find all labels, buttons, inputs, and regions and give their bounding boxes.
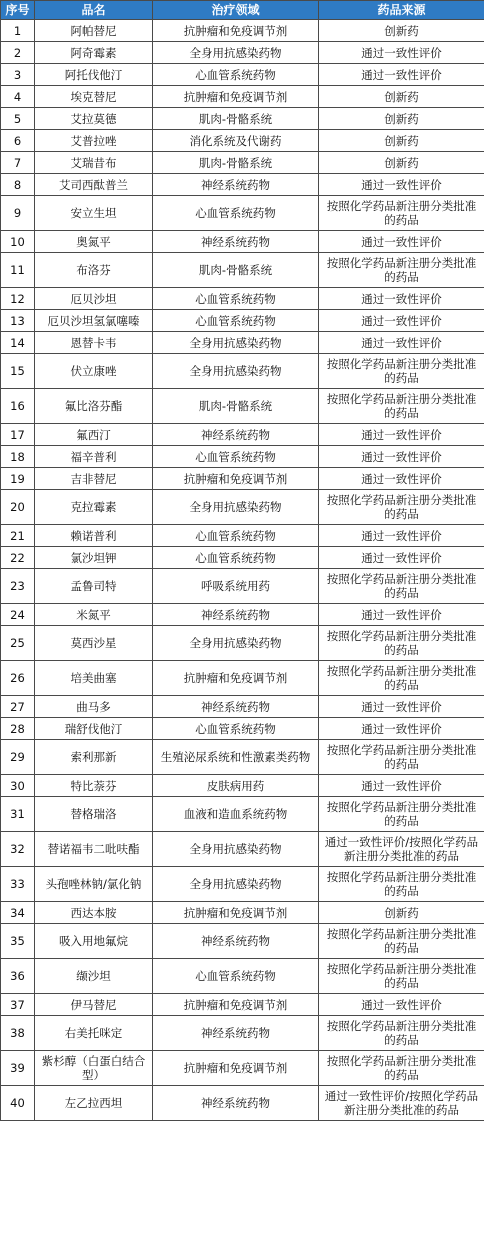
row-number-cell: 4: [1, 86, 35, 108]
therapeutic-area-cell: 心血管系统药物: [153, 196, 319, 231]
table-row: [1, 775, 484, 797]
table-row: [1, 354, 484, 389]
table-row: [1, 64, 484, 86]
drug-name-cell: 艾普拉唑: [35, 130, 153, 152]
row-number-cell: 6: [1, 130, 35, 152]
header-therapeutic-area: 治疗领域: [153, 1, 319, 20]
table-row: [1, 288, 484, 310]
drug-name-cell: 莫西沙星: [35, 626, 153, 661]
drug-source-cell: 通过一致性评价/按照化学药品新注册分类批准的药品: [319, 832, 484, 867]
table-row: [1, 569, 484, 604]
therapeutic-area-cell: 全身用抗感染药物: [153, 42, 319, 64]
row-number-cell: 27: [1, 696, 35, 718]
drug-name-cell: 艾瑞昔布: [35, 152, 153, 174]
drug-name-cell: 替诺福韦二吡呋酯: [35, 832, 153, 867]
table-row: [1, 959, 484, 994]
table-row: [1, 924, 484, 959]
drug-name-cell: 瑞舒伐他汀: [35, 718, 153, 740]
row-number-cell: 28: [1, 718, 35, 740]
drug-source-cell: 按照化学药品新注册分类批准的药品: [319, 569, 484, 604]
therapeutic-area-cell: 神经系统药物: [153, 1086, 319, 1121]
drug-source-cell: 按照化学药品新注册分类批准的药品: [319, 626, 484, 661]
row-number-cell: 36: [1, 959, 35, 994]
drug-name-cell: 索利那新: [35, 740, 153, 775]
row-number-cell: 26: [1, 661, 35, 696]
drug-name-cell: 吉非替尼: [35, 468, 153, 490]
drug-source-cell: 创新药: [319, 86, 484, 108]
therapeutic-area-cell: 全身用抗感染药物: [153, 626, 319, 661]
table-header-row: [1, 1, 484, 20]
table-row: [1, 446, 484, 468]
table-row: [1, 389, 484, 424]
drug-name-cell: 替格瑞洛: [35, 797, 153, 832]
therapeutic-area-cell: 心血管系统药物: [153, 446, 319, 468]
table-row: [1, 253, 484, 288]
table-row: [1, 20, 484, 42]
drug-source-cell: 按照化学药品新注册分类批准的药品: [319, 867, 484, 902]
drug-source-cell: 按照化学药品新注册分类批准的药品: [319, 1051, 484, 1086]
drug-source-cell: 通过一致性评价: [319, 64, 484, 86]
therapeutic-area-cell: 神经系统药物: [153, 696, 319, 718]
therapeutic-area-cell: 呼吸系统用药: [153, 569, 319, 604]
row-number-cell: 8: [1, 174, 35, 196]
row-number-cell: 10: [1, 231, 35, 253]
row-number-cell: 30: [1, 775, 35, 797]
table-row: [1, 196, 484, 231]
row-number-cell: 1: [1, 20, 35, 42]
therapeutic-area-cell: 神经系统药物: [153, 424, 319, 446]
table-row: [1, 310, 484, 332]
therapeutic-area-cell: 心血管系统药物: [153, 288, 319, 310]
drug-source-cell: 按照化学药品新注册分类批准的药品: [319, 196, 484, 231]
row-number-cell: 12: [1, 288, 35, 310]
row-number-cell: 39: [1, 1051, 35, 1086]
row-number-cell: 14: [1, 332, 35, 354]
row-number-cell: 25: [1, 626, 35, 661]
drug-name-cell: 特比萘芬: [35, 775, 153, 797]
drug-source-cell: 通过一致性评价: [319, 310, 484, 332]
therapeutic-area-cell: 消化系统及代谢药: [153, 130, 319, 152]
table-row: [1, 626, 484, 661]
table-row: [1, 718, 484, 740]
drug-name-cell: 紫杉醇（白蛋白结合型）: [35, 1051, 153, 1086]
table-row: [1, 797, 484, 832]
therapeutic-area-cell: 神经系统药物: [153, 174, 319, 196]
therapeutic-area-cell: 抗肿瘤和免疫调节剂: [153, 1051, 319, 1086]
table-row: [1, 174, 484, 196]
drug-source-cell: 通过一致性评价: [319, 288, 484, 310]
table-row: [1, 468, 484, 490]
table-row: [1, 490, 484, 525]
row-number-cell: 29: [1, 740, 35, 775]
row-number-cell: 3: [1, 64, 35, 86]
drug-source-cell: 通过一致性评价: [319, 696, 484, 718]
drug-source-cell: 通过一致性评价: [319, 525, 484, 547]
therapeutic-area-cell: 神经系统药物: [153, 231, 319, 253]
table-row: [1, 696, 484, 718]
therapeutic-area-cell: 心血管系统药物: [153, 547, 319, 569]
row-number-cell: 32: [1, 832, 35, 867]
drug-source-cell: 创新药: [319, 902, 484, 924]
therapeutic-area-cell: 心血管系统药物: [153, 525, 319, 547]
drug-name-cell: 右美托咪定: [35, 1016, 153, 1051]
drug-name-cell: 伊马替尼: [35, 994, 153, 1016]
therapeutic-area-cell: 抗肿瘤和免疫调节剂: [153, 20, 319, 42]
row-number-cell: 38: [1, 1016, 35, 1051]
drug-source-cell: 按照化学药品新注册分类批准的药品: [319, 797, 484, 832]
table-row: [1, 424, 484, 446]
drug-name-cell: 艾司西酞普兰: [35, 174, 153, 196]
table-row: [1, 42, 484, 64]
drug-source-cell: 通过一致性评价/按照化学药品新注册分类批准的药品: [319, 1086, 484, 1121]
drug-name-cell: 恩替卡韦: [35, 332, 153, 354]
therapeutic-area-cell: 全身用抗感染药物: [153, 332, 319, 354]
therapeutic-area-cell: 血液和造血系统药物: [153, 797, 319, 832]
drug-name-cell: 米氮平: [35, 604, 153, 626]
table-row: [1, 152, 484, 174]
row-number-cell: 9: [1, 196, 35, 231]
table-row: [1, 867, 484, 902]
header-source: 药品来源: [319, 1, 484, 20]
row-number-cell: 11: [1, 253, 35, 288]
table-row: [1, 994, 484, 1016]
drug-source-cell: 按照化学药品新注册分类批准的药品: [319, 354, 484, 389]
therapeutic-area-cell: 心血管系统药物: [153, 310, 319, 332]
drug-name-cell: 艾拉莫德: [35, 108, 153, 130]
table-row: [1, 525, 484, 547]
row-number-cell: 21: [1, 525, 35, 547]
table-row: [1, 108, 484, 130]
drug-name-cell: 吸入用地氟烷: [35, 924, 153, 959]
drug-name-cell: 左乙拉西坦: [35, 1086, 153, 1121]
drug-name-cell: 阿帕替尼: [35, 20, 153, 42]
row-number-cell: 5: [1, 108, 35, 130]
therapeutic-area-cell: 皮肤病用药: [153, 775, 319, 797]
therapeutic-area-cell: 肌肉-骨骼系统: [153, 108, 319, 130]
therapeutic-area-cell: 全身用抗感染药物: [153, 354, 319, 389]
row-number-cell: 31: [1, 797, 35, 832]
table-row: [1, 902, 484, 924]
drug-source-cell: 按照化学药品新注册分类批准的药品: [319, 740, 484, 775]
drug-source-cell: 通过一致性评价: [319, 231, 484, 253]
row-number-cell: 2: [1, 42, 35, 64]
therapeutic-area-cell: 肌肉-骨骼系统: [153, 152, 319, 174]
drug-name-cell: 曲马多: [35, 696, 153, 718]
therapeutic-area-cell: 抗肿瘤和免疫调节剂: [153, 994, 319, 1016]
table-row: [1, 86, 484, 108]
drug-name-cell: 奥氮平: [35, 231, 153, 253]
row-number-cell: 33: [1, 867, 35, 902]
drug-source-cell: 通过一致性评价: [319, 547, 484, 569]
header-number: 序号: [1, 1, 35, 20]
drug-name-cell: 福辛普利: [35, 446, 153, 468]
table-row: [1, 547, 484, 569]
therapeutic-area-cell: 全身用抗感染药物: [153, 867, 319, 902]
table-row: [1, 231, 484, 253]
drug-name-cell: 阿托伐他汀: [35, 64, 153, 86]
therapeutic-area-cell: 抗肿瘤和免疫调节剂: [153, 661, 319, 696]
therapeutic-area-cell: 肌肉-骨骼系统: [153, 253, 319, 288]
drug-name-cell: 西达本胺: [35, 902, 153, 924]
therapeutic-area-cell: 神经系统药物: [153, 604, 319, 626]
drug-source-cell: 通过一致性评价: [319, 174, 484, 196]
header-name: 品名: [35, 1, 153, 20]
table-row: [1, 832, 484, 867]
row-number-cell: 17: [1, 424, 35, 446]
table-row: [1, 1086, 484, 1121]
drug-name-cell: 厄贝沙坦氢氯噻嗪: [35, 310, 153, 332]
therapeutic-area-cell: 神经系统药物: [153, 1016, 319, 1051]
drug-name-cell: 赖诺普利: [35, 525, 153, 547]
row-number-cell: 24: [1, 604, 35, 626]
therapeutic-area-cell: 全身用抗感染药物: [153, 490, 319, 525]
drug-name-cell: 埃克替尼: [35, 86, 153, 108]
therapeutic-area-cell: 抗肿瘤和免疫调节剂: [153, 86, 319, 108]
drug-source-cell: 按照化学药品新注册分类批准的药品: [319, 253, 484, 288]
drug-name-cell: 阿奇霉素: [35, 42, 153, 64]
drug-source-cell: 按照化学药品新注册分类批准的药品: [319, 389, 484, 424]
drug-name-cell: 氟比洛芬酯: [35, 389, 153, 424]
row-number-cell: 37: [1, 994, 35, 1016]
row-number-cell: 23: [1, 569, 35, 604]
row-number-cell: 15: [1, 354, 35, 389]
therapeutic-area-cell: 心血管系统药物: [153, 64, 319, 86]
therapeutic-area-cell: 抗肿瘤和免疫调节剂: [153, 902, 319, 924]
therapeutic-area-cell: 心血管系统药物: [153, 718, 319, 740]
table-row: [1, 1051, 484, 1086]
therapeutic-area-cell: 抗肿瘤和免疫调节剂: [153, 468, 319, 490]
table-body: [1, 20, 484, 1121]
therapeutic-area-cell: 全身用抗感染药物: [153, 832, 319, 867]
therapeutic-area-cell: 肌肉-骨骼系统: [153, 389, 319, 424]
drug-name-cell: 孟鲁司特: [35, 569, 153, 604]
row-number-cell: 13: [1, 310, 35, 332]
drug-source-cell: 创新药: [319, 108, 484, 130]
drug-source-cell: 通过一致性评价: [319, 468, 484, 490]
drug-source-cell: 通过一致性评价: [319, 604, 484, 626]
row-number-cell: 35: [1, 924, 35, 959]
drug-name-cell: 克拉霉素: [35, 490, 153, 525]
drug-name-cell: 厄贝沙坦: [35, 288, 153, 310]
table-row: [1, 740, 484, 775]
drug-name-cell: 培美曲塞: [35, 661, 153, 696]
drug-name-cell: 氟西汀: [35, 424, 153, 446]
row-number-cell: 19: [1, 468, 35, 490]
row-number-cell: 16: [1, 389, 35, 424]
row-number-cell: 40: [1, 1086, 35, 1121]
drug-source-cell: 按照化学药品新注册分类批准的药品: [319, 959, 484, 994]
drug-source-cell: 通过一致性评价: [319, 994, 484, 1016]
table-row: [1, 661, 484, 696]
drug-name-cell: 头孢唑林钠/氯化钠: [35, 867, 153, 902]
drug-name-cell: 氯沙坦钾: [35, 547, 153, 569]
drug-source-cell: 通过一致性评价: [319, 446, 484, 468]
drug-source-cell: 创新药: [319, 130, 484, 152]
drug-source-cell: 通过一致性评价: [319, 424, 484, 446]
drug-source-cell: 按照化学药品新注册分类批准的药品: [319, 490, 484, 525]
drug-name-cell: 伏立康唑: [35, 354, 153, 389]
drug-source-cell: 通过一致性评价: [319, 718, 484, 740]
row-number-cell: 7: [1, 152, 35, 174]
drug-source-cell: 按照化学药品新注册分类批准的药品: [319, 1016, 484, 1051]
drug-source-cell: 按照化学药品新注册分类批准的药品: [319, 924, 484, 959]
drug-name-cell: 缬沙坦: [35, 959, 153, 994]
drug-name-cell: 布洛芬: [35, 253, 153, 288]
drug-source-cell: 创新药: [319, 20, 484, 42]
therapeutic-area-cell: 心血管系统药物: [153, 959, 319, 994]
drug-source-cell: 按照化学药品新注册分类批准的药品: [319, 661, 484, 696]
therapeutic-area-cell: 神经系统药物: [153, 924, 319, 959]
drug-name-cell: 安立生坦: [35, 196, 153, 231]
drug-source-cell: 创新药: [319, 152, 484, 174]
therapeutic-area-cell: 生殖泌尿系统和性激素类药物: [153, 740, 319, 775]
table-row: [1, 1016, 484, 1051]
drug-source-cell: 通过一致性评价: [319, 775, 484, 797]
row-number-cell: 22: [1, 547, 35, 569]
drug-source-cell: 通过一致性评价: [319, 42, 484, 64]
row-number-cell: 18: [1, 446, 35, 468]
drug-source-cell: 通过一致性评价: [319, 332, 484, 354]
table-row: [1, 332, 484, 354]
table-row: [1, 604, 484, 626]
table-row: [1, 130, 484, 152]
row-number-cell: 20: [1, 490, 35, 525]
row-number-cell: 34: [1, 902, 35, 924]
